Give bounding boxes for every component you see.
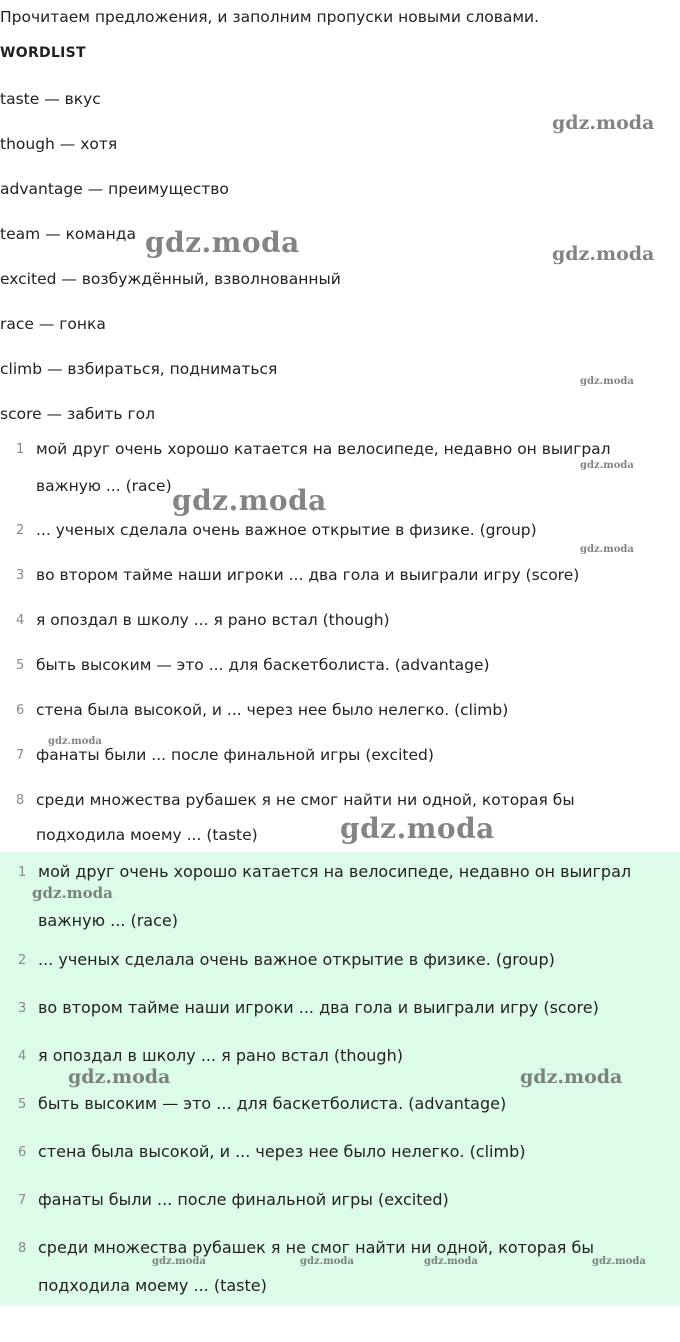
item-number: 2 [16,523,25,538]
watermark: gdz.moda [552,112,655,134]
wordlist-item: race — гонка [0,315,106,333]
item-text: мой друг очень хорошо катается на велосипеде, недавно он выиграл [36,440,611,458]
intro-text: Прочитаем предложения, и заполним пропуски новыми словами. [0,8,540,26]
item-number: 8 [16,793,25,808]
item-text: во втором тайме наши игроки ... два гола и выиграли игру (score) [36,566,580,584]
wordlist-item: excited — возбуждённый, взволнованный [0,270,341,288]
item-text: стена была высокой, и ... через нее было нелегко. (climb) [36,701,509,719]
watermark: gdz.moda [580,376,634,387]
watermark: gdz.moda [592,1256,646,1267]
wordlist-item: taste — вкус [0,90,101,108]
watermark: gdz.moda [68,1066,171,1088]
item-text: мой друг очень хорошо катается на велосипеде, недавно он выиграл [38,862,632,881]
item-number: 6 [18,1145,27,1160]
item-text: среди множества рубашек я не смог найти ни одной, которая бы [36,791,575,809]
wordlist-item: climb — взбираться, подниматься [0,360,278,378]
item-text: во втором тайме наши игроки ... два гола и выиграли игру (score) [38,998,599,1017]
watermark: gdz.moda [152,1256,206,1267]
wordlist-heading: WORDLIST [0,45,86,61]
watermark: gdz.moda [300,1256,354,1267]
item-number: 4 [18,1049,27,1064]
item-text: фанаты были ... после финальной игры (excited) [38,1190,449,1209]
watermark: gdz.moda [145,226,300,259]
watermark: gdz.moda [172,484,327,517]
item-text: я опоздал в школу ... я рано встал (though) [36,611,390,629]
wordlist-item: team — команда [0,225,136,243]
watermark: gdz.moda [552,243,655,265]
item-text-continued: подходила моему ... (taste) [36,826,258,844]
wordlist-item: though — хотя [0,135,118,153]
watermark: gdz.moda [580,544,634,555]
item-number: 5 [18,1097,27,1112]
item-text: я опоздал в школу ... я рано встал (though) [38,1046,403,1065]
item-number: 3 [16,568,25,583]
item-number: 4 [16,613,25,628]
item-text: быть высоким — это ... для баскетболиста. (advantage) [38,1094,507,1113]
watermark: gdz.moda [48,736,102,747]
watermark: gdz.moda [32,884,113,902]
watermark: gdz.moda [340,812,495,845]
watermark: gdz.moda [424,1256,478,1267]
item-text: стена была высокой, и ... через нее было нелегко. (climb) [38,1142,526,1161]
item-number: 7 [16,748,25,763]
item-number: 6 [16,703,25,718]
item-number: 8 [18,1241,27,1256]
item-text-continued: подходила моему ... (taste) [38,1276,267,1295]
item-text-continued: важную ... (race) [36,477,172,495]
wordlist-item: advantage — преимущество [0,180,229,198]
item-number: 1 [16,442,25,457]
item-text: фанаты были ... после финальной игры (excited) [36,746,434,764]
watermark: gdz.moda [580,460,634,471]
item-number: 2 [18,953,27,968]
item-text-continued: важную ... (race) [38,911,178,930]
item-text: ... ученых сделала очень важное открытие в физике. (group) [38,950,555,969]
item-number: 5 [16,658,25,673]
wordlist-item: score — забить гол [0,405,155,423]
item-text: быть высоким — это ... для баскетболиста. (advantage) [36,656,490,674]
item-text: среди множества рубашек я не смог найти ни одной, которая бы [38,1238,594,1257]
item-number: 1 [18,865,27,880]
item-text: ... ученых сделала очень важное открытие в физике. (group) [36,521,537,539]
item-number: 7 [18,1193,27,1208]
watermark: gdz.moda [520,1066,623,1088]
item-number: 3 [18,1001,27,1016]
